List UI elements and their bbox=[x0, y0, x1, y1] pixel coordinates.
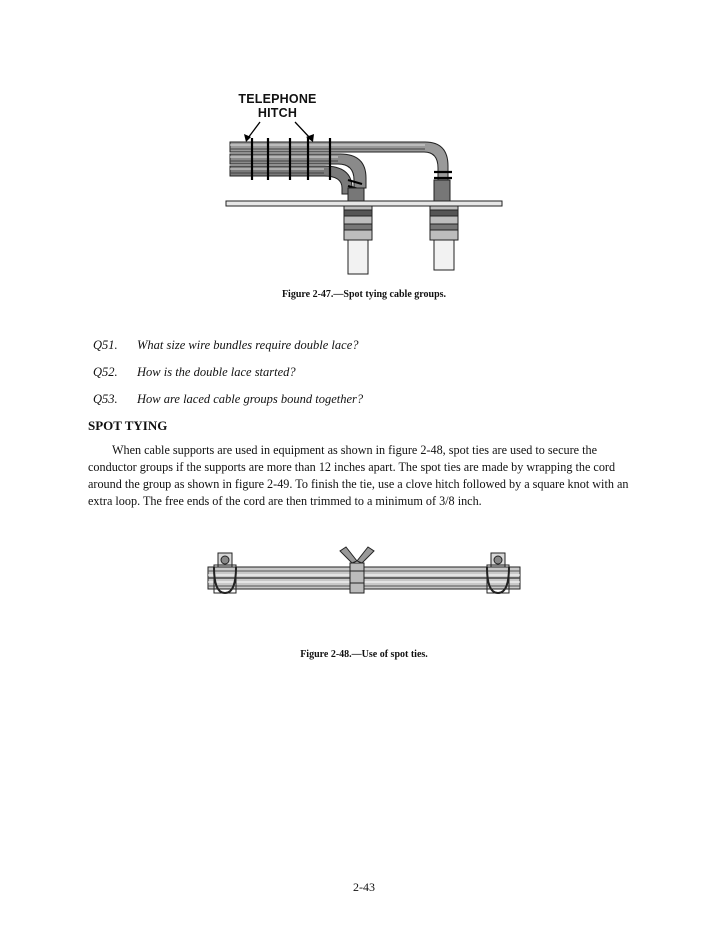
question-q52 bbox=[93, 365, 296, 380]
spot-ties-illustration bbox=[200, 545, 530, 610]
question-text: How is the double lace started? bbox=[137, 365, 296, 379]
figure-2-47 bbox=[220, 88, 510, 288]
question-q51 bbox=[93, 338, 359, 353]
page-number: 2-43 bbox=[353, 880, 375, 894]
label-telephone: TELEPHONE bbox=[238, 92, 317, 106]
label-hitch: HITCH bbox=[257, 106, 298, 120]
question-text: What size wire bundles require double lace? bbox=[137, 338, 359, 352]
question-number: Q52. bbox=[93, 365, 118, 379]
question-text: How are laced cable groups bound together? bbox=[137, 392, 364, 406]
section-heading: SPOT TYING bbox=[88, 418, 168, 433]
figure-2-47-caption: Figure 2-47.—Spot tying cable groups. bbox=[281, 289, 447, 300]
question-number: Q51. bbox=[93, 338, 118, 352]
section-paragraph bbox=[88, 442, 648, 510]
cable-groups-illustration bbox=[220, 88, 510, 288]
paragraph-text: When cable supports are used in equipment as shown in figure 2-48, spot ties are used to secure the conductor groups if the supports are more than 12 inches apart. The spot ties are made by wrapping the cord around the group as shown in figure 2-49. To finish the tie, use a clove hitch followed by a square knot with an extra loop. The free ends of the cord are then trimmed to a minimum of 3/8 inch. bbox=[88, 443, 629, 508]
question-q53 bbox=[93, 392, 363, 407]
figure-2-48 bbox=[200, 545, 530, 610]
question-number: Q53. bbox=[93, 392, 118, 406]
figure-2-48-caption: Figure 2-48.—Use of spot ties. bbox=[300, 649, 428, 660]
